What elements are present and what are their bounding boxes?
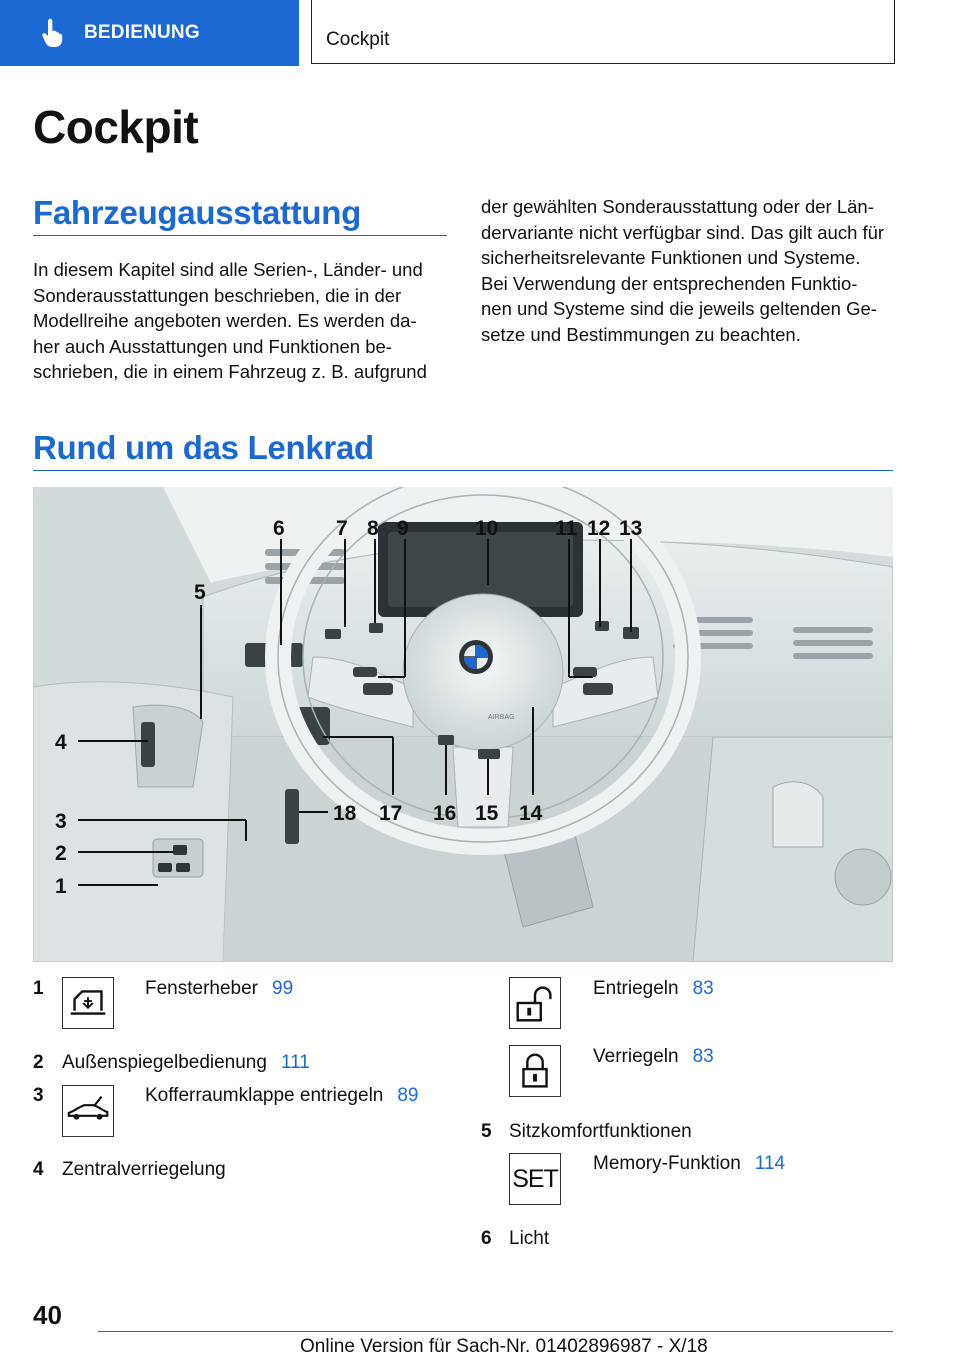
- legend-label: Verriegeln: [593, 1046, 679, 1067]
- cockpit-illustration: [33, 487, 893, 962]
- legend-number: 4: [33, 1159, 44, 1180]
- callout-17: 17: [379, 802, 403, 825]
- page-link[interactable]: 114: [754, 1153, 786, 1174]
- legend-label: Memory-Funktion: [593, 1153, 741, 1174]
- callout-7: 7: [336, 517, 348, 540]
- legend-item-memory: [593, 1153, 785, 1175]
- hand-pointer-icon: [36, 17, 68, 49]
- paragraph-right: [481, 194, 884, 347]
- chapter-box: [311, 0, 895, 64]
- legend-number: 5: [481, 1121, 492, 1142]
- page-link[interactable]: 99: [272, 978, 294, 999]
- airbag-badge: AIRBAG: [488, 714, 515, 721]
- callout-5: 5: [194, 581, 206, 604]
- page-title: Cockpit: [33, 101, 199, 153]
- window-lifter-icon: [62, 977, 114, 1029]
- callout-4: 4: [55, 731, 67, 754]
- text-line: her auch Ausstattungen und Funktionen be-: [33, 335, 392, 357]
- paragraph-left: [33, 257, 427, 385]
- callout-10: 10: [475, 517, 499, 540]
- callout-1: 1: [55, 875, 67, 898]
- page-number: 40: [33, 1300, 62, 1330]
- section-rule: [33, 235, 447, 236]
- section-tab[interactable]: [0, 0, 299, 66]
- legend-number: 6: [481, 1228, 492, 1249]
- text-line: der gewählten Sonderausstattung oder der Län-: [481, 196, 874, 217]
- legend-label: Kofferraumklappe entriegeln: [145, 1085, 384, 1106]
- legend-item-fensterheber: [145, 978, 293, 1000]
- lock-icon: [509, 1045, 561, 1097]
- unlock-icon: [509, 977, 561, 1029]
- callout-2: 2: [55, 842, 67, 865]
- legend-item-entriegeln: [593, 978, 714, 1000]
- section-rule: [33, 470, 893, 471]
- callout-13: 13: [619, 517, 643, 540]
- callout-6: 6: [273, 517, 285, 540]
- cockpit-drawing: [33, 487, 893, 962]
- page-link[interactable]: 111: [280, 1052, 310, 1073]
- text-line: Bei Verwendung der entsprechenden Funktio-: [481, 272, 858, 294]
- trunk-open-icon: [62, 1085, 114, 1137]
- page-link[interactable]: 89: [397, 1085, 419, 1106]
- legend-item-aussenspiegel: [62, 1052, 310, 1074]
- text-line: sicherheitsrelevante Funktionen und Systeme.: [481, 247, 861, 268]
- callout-8: 8: [367, 517, 379, 540]
- text-line: setze und Bestimmungen zu beachten.: [481, 323, 801, 345]
- text-line: schrieben, die in einem Fahrzeug z. B. aufgrund: [33, 361, 427, 382]
- callout-3: 3: [55, 810, 67, 833]
- legend-item-kofferraum: [145, 1085, 419, 1107]
- legend-item-licht: Licht: [509, 1228, 550, 1249]
- legend-number: 3: [33, 1085, 44, 1106]
- text-line: nen und Systeme sind die jeweils geltenden Ge-: [481, 298, 877, 319]
- callout-12: 12: [587, 517, 611, 540]
- set-button-text: SET: [512, 1164, 558, 1193]
- footer-text: Online Version für Sach-Nr. 01402896987 - X/18: [300, 1336, 708, 1357]
- legend-item-sitzkomfort: Sitzkomfortfunktionen: [509, 1121, 692, 1142]
- text-line: Sonderausstattungen beschrieben, die in der: [33, 284, 402, 306]
- legend-label: Außenspiegelbedienung: [62, 1052, 267, 1073]
- section-heading-lenkrad: Rund um das Lenkrad: [33, 429, 374, 466]
- text-line: In diesem Kapitel sind alle Serien-, Länder- und: [33, 259, 423, 280]
- callout-16: 16: [433, 802, 457, 825]
- callout-14: 14: [519, 802, 543, 825]
- legend-number: 1: [33, 978, 44, 999]
- callout-11: 11: [555, 517, 578, 540]
- callout-9: 9: [397, 517, 409, 540]
- page-link[interactable]: 83: [692, 978, 714, 999]
- text-line: dervariante nicht verfügbar sind. Das gilt auch für: [481, 221, 885, 243]
- legend-item-verriegeln: [593, 1046, 714, 1068]
- footer-rule: [98, 1331, 893, 1332]
- section-heading-fahrzeugausstattung: Fahrzeugausstattung: [33, 194, 361, 231]
- legend-label: Entriegeln: [593, 978, 679, 999]
- text-line: Modellreihe angeboten werden. Es werden da-: [33, 310, 417, 331]
- callout-18: 18: [333, 802, 357, 825]
- chapter-label: Cockpit: [326, 29, 390, 50]
- section-label: BEDIENUNG: [84, 22, 200, 43]
- legend-item-zentralverriegelung: Zentralverriegelung: [62, 1159, 226, 1180]
- callout-15: 15: [475, 802, 499, 825]
- legend-label: Fensterheber: [145, 978, 259, 999]
- legend-number: 2: [33, 1052, 44, 1073]
- page-link[interactable]: 83: [692, 1046, 714, 1067]
- set-button-icon: [509, 1153, 561, 1205]
